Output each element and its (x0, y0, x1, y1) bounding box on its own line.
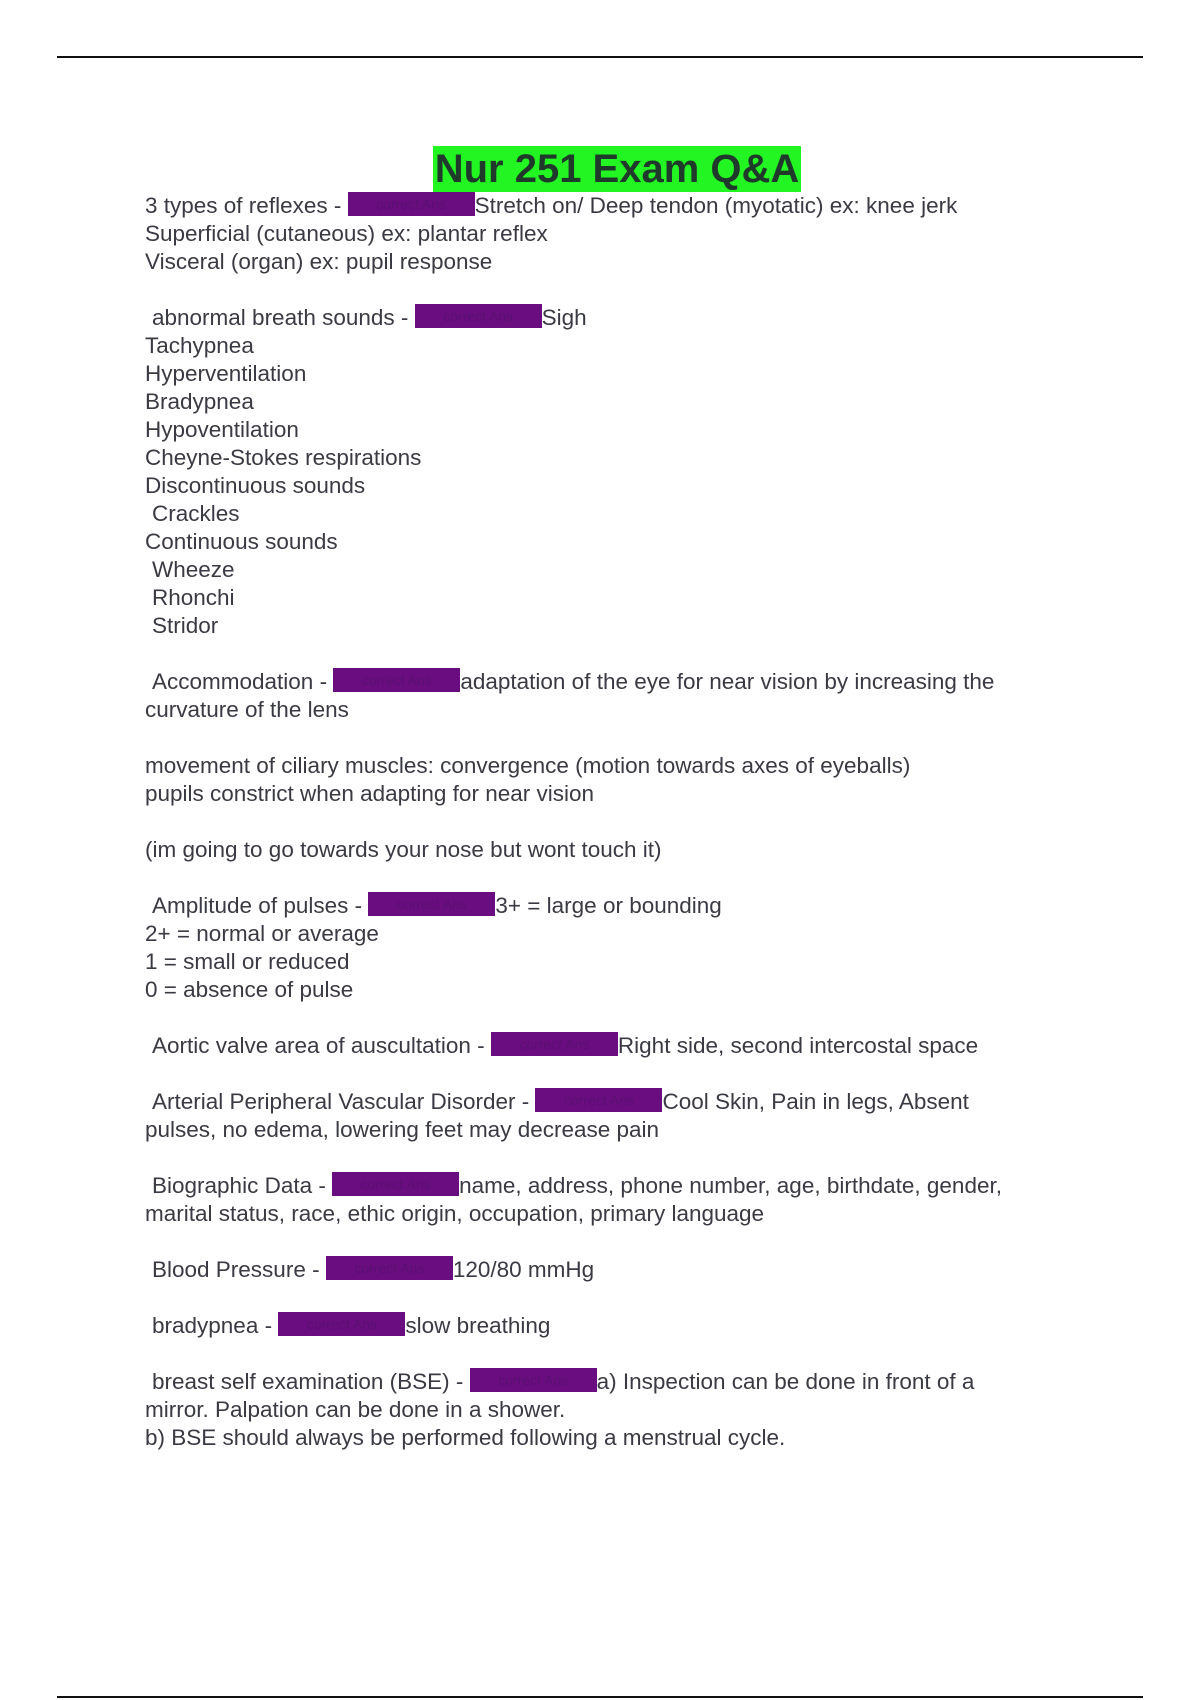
correct-answer-highlight: correct Ans (332, 1172, 459, 1196)
answer-text: 120/80 mmHg (452, 1257, 595, 1282)
question-line (145, 1088, 1080, 1116)
correct-answer-highlight: correct Ans (535, 1088, 662, 1112)
question-line (145, 1368, 1080, 1396)
answer-text: adaptation of the eye for near vision by increasing the (460, 669, 995, 694)
question-line (145, 1256, 1080, 1284)
answer-line: Discontinuous sounds (145, 473, 366, 498)
answer-text: Sigh (541, 305, 587, 330)
qa-entry (145, 1256, 1080, 1284)
correct-answer-highlight: correct Ans (348, 192, 475, 216)
qa-list (145, 192, 1080, 1480)
qa-entry (145, 304, 1080, 640)
question-line (145, 892, 1080, 920)
correct-answer-highlight: correct Ans (368, 892, 495, 916)
answer-line: (im going to go towards your nose but wont touch it) (145, 837, 662, 862)
answer-line: pulses, no edema, lowering feet may decrease pain (145, 1117, 660, 1142)
qa-entry (145, 892, 1080, 1004)
correct-answer-highlight: correct Ans (470, 1368, 597, 1392)
qa-entry (145, 1032, 1080, 1060)
answer-line: Hyperventilation (145, 361, 307, 386)
question-line (145, 1032, 1080, 1060)
answer-line: Bradypnea (145, 389, 254, 414)
answer-text: name, address, phone number, age, birthdate, gender, (459, 1173, 1002, 1198)
qa-entry (145, 836, 1080, 864)
question-term: bradypnea - (152, 1313, 279, 1338)
qa-entry (145, 752, 1080, 808)
answer-line: Cheyne-Stokes respirations (145, 445, 422, 470)
qa-entry (145, 192, 1080, 276)
answer-text: Stretch on/ Deep tendon (myotatic) ex: knee jerk (474, 193, 958, 218)
question-term: 3 types of reflexes - (145, 193, 348, 218)
answer-line: Hypoventilation (145, 417, 299, 442)
question-term: breast self examination (BSE) - (152, 1369, 470, 1394)
question-term: Aortic valve area of auscultation - (152, 1033, 491, 1058)
question-line (145, 192, 1080, 220)
page-title: Nur 251 Exam Q&A (434, 147, 800, 191)
answer-text: Right side, second intercostal space (617, 1033, 979, 1058)
question-term: Amplitude of pulses - (152, 893, 369, 918)
question-line (145, 1312, 1080, 1340)
qa-entry (145, 1312, 1080, 1340)
correct-answer-highlight: correct Ans (326, 1256, 453, 1280)
question-line (145, 668, 1080, 696)
qa-entry (145, 1368, 1080, 1452)
answer-text: a) Inspection can be done in front of a (596, 1369, 975, 1394)
answer-line: b) BSE should always be performed following a menstrual cycle. (145, 1425, 786, 1450)
answer-line: Rhonchi (152, 585, 235, 610)
answer-line: Visceral (organ) ex: pupil response (145, 249, 493, 274)
answer-line: 2+ = normal or average (145, 921, 379, 946)
answer-text: 3+ = large or bounding (495, 893, 722, 918)
qa-entry (145, 1172, 1080, 1228)
footer-rule (57, 1696, 1143, 1698)
answer-line: Crackles (152, 501, 240, 526)
question-term: Biographic Data - (152, 1173, 333, 1198)
answer-text: Cool Skin, Pain in legs, Absent (662, 1089, 969, 1114)
answer-line: Continuous sounds (145, 529, 338, 554)
question-term: abnormal breath sounds - (152, 305, 415, 330)
qa-entry (145, 1088, 1080, 1144)
answer-line: marital status, race, ethic origin, occupation, primary language (145, 1201, 765, 1226)
header-rule (57, 56, 1143, 58)
answer-line: mirror. Palpation can be done in a shower. (145, 1397, 566, 1422)
answer-line: movement of ciliary muscles: convergence (motion towards axes of eyeballs) (145, 753, 911, 778)
answer-text: slow breathing (405, 1313, 551, 1338)
answer-line: pupils constrict when adapting for near vision (145, 781, 595, 806)
question-term: Accommodation - (152, 669, 334, 694)
answer-line: curvature of the lens (145, 697, 349, 722)
answer-line: Superficial (cutaneous) ex: plantar reflex (145, 221, 548, 246)
answer-line: 1 = small or reduced (145, 949, 350, 974)
correct-answer-highlight: correct Ans (491, 1032, 618, 1056)
question-term: Blood Pressure - (152, 1257, 326, 1282)
question-line (145, 304, 1080, 332)
correct-answer-highlight: correct Ans (333, 668, 460, 692)
question-line (145, 1172, 1080, 1200)
answer-line: 0 = absence of pulse (145, 977, 354, 1002)
answer-line: Stridor (152, 613, 219, 638)
correct-answer-highlight: correct Ans (278, 1312, 405, 1336)
question-term: Arterial Peripheral Vascular Disorder - (152, 1089, 536, 1114)
answer-line: Wheeze (152, 557, 235, 582)
correct-answer-highlight: correct Ans (415, 304, 542, 328)
answer-line: Tachypnea (145, 333, 254, 358)
qa-entry (145, 668, 1080, 724)
